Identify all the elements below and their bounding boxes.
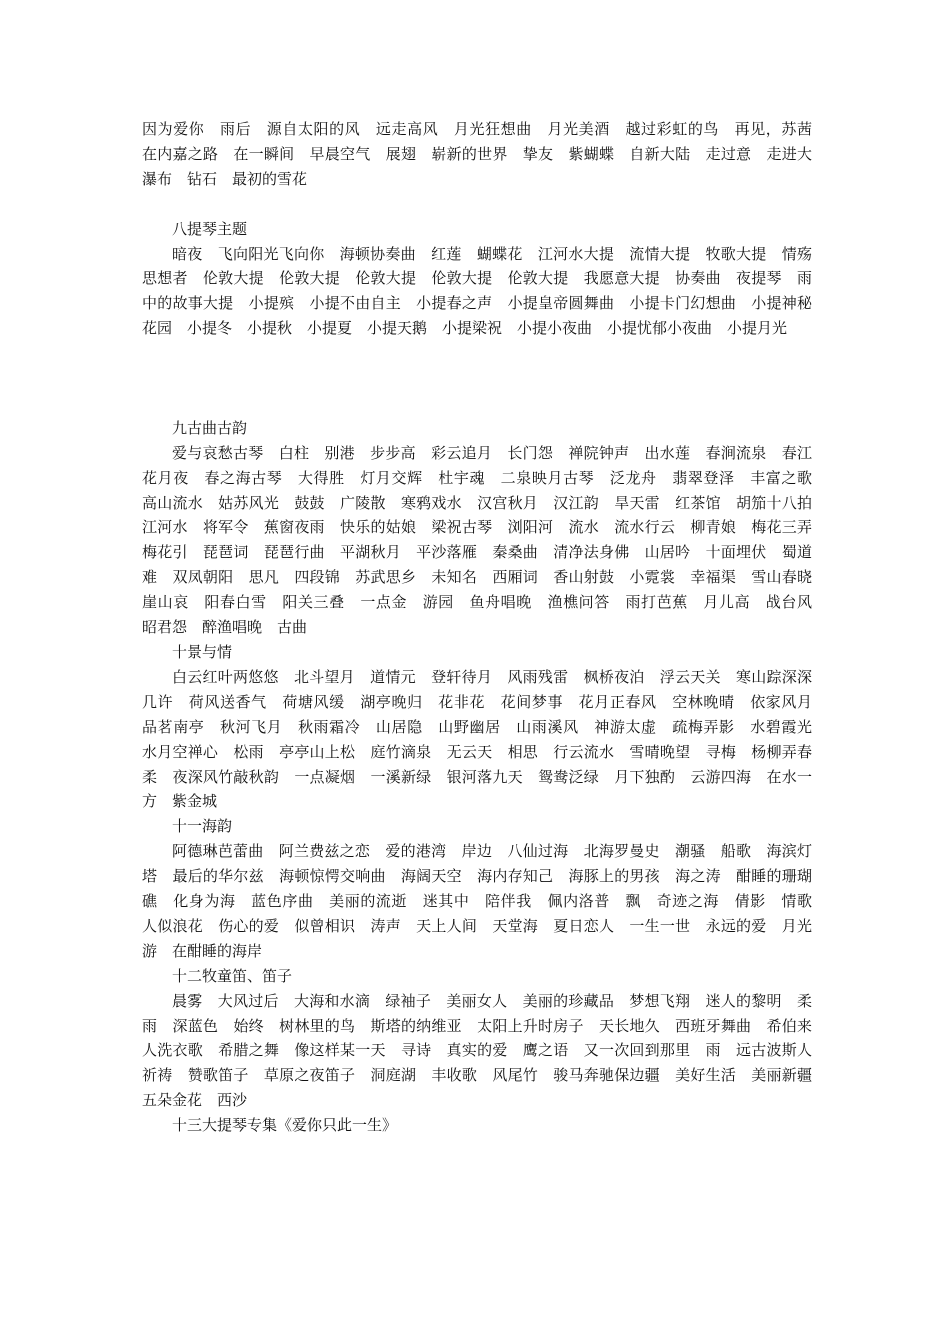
section-heading-cello: 十三大提琴专集《爱你只此一生》	[172, 1116, 398, 1135]
section-heading-ancient: 九古曲古韵	[172, 418, 248, 437]
section-body-ancient: 爱与哀愁古琴 白柱 别港 步步高 彩云追月 长门怨 禅院钟声 出水莲 春涧流泉 春江花月夜 春之海古琴 大得胜 灯月交辉 杜宇魂 二泉映月古琴 泛龙舟 翡翠登泽 丰富之歌 高山流水 姑苏风光 鼓鼓 广陵散 寒鸦戏水 汉宫秋月 汉江韵 旱天雷 红茶馆 胡笳十八拍 江河水 将军令 蕉窗夜雨 快乐的姑娘 梁祝古琴 浏阳河 流水 流水行云 柳青娘 梅花三弄 梅花引 琵琶词 琵琶行曲 平湖秋月 平沙落雁 秦桑曲 清净法身佛 山居吟 十面埋伏 蜀道难 双凤朝阳 思凡 四段锦 苏武思乡 未知名 西厢词 香山射鼓 小霓裳 幸福渠 雪山春晓 崖山哀 阳春白雪 阳关三叠 一点金 游园 鱼舟唱晚 渔樵问答 雨打芭蕉 月儿高 战台风 昭君怨 醉渔唱晚 古曲	[142, 443, 828, 637]
section-body-violin: 暗夜 飞向阳光飞向你 海顿协奏曲 红莲 蝴蝶花 江河水大提 流情大提 牧歌大提 情殇 思想者 伦敦大提 伦敦大提 伦敦大提 伦敦大提 伦敦大提 我愿意大提 协奏曲 夜提琴 雨中的故事大提 小提殡 小提不由自主 小提春之声 小提皇帝圆舞曲 小提卡门幻想曲 小提神秘花园 小提冬 小提秋 小提夏 小提天鹅 小提梁祝 小提小夜曲 小提忧郁小夜曲 小提月光	[142, 244, 828, 338]
blank-lines	[142, 341, 812, 416]
section-body-sea: 阿德琳芭蕾曲 阿兰费兹之恋 爱的港湾 岸边 八仙过海 北海罗曼史 潮骚 船歌 海滨灯塔 最后的华尔兹 海顿惊愕交响曲 海阔天空 海内存知己 海豚上的男孩 海之涛 酣睡的珊瑚礁 化身为海 蓝色序曲 美丽的流逝 迷其中 陪伴我 佩内洛普 飘 奇迹之海 倩影 情歌 人似浪花 伤心的爱 似曾相识 涛声 天上人间 天堂海 夏日恋人 一生一世 永远的爱 月光游 在酣睡的海岸	[142, 842, 828, 960]
section-body-flute: 晨雾 大风过后 大海和水滴 绿袖子 美丽女人 美丽的珍藏品 梦想飞翔 迷人的黎明 柔雨 深蓝色 始终 树林里的鸟 斯塔的纳维亚 太阳上升时房子 天长地久 西班牙舞曲 希伯来人洗衣歌 希腊之舞 像这样某一天 寻诗 真实的爱 鹰之语 又一次回到那里 雨 远古波斯人祈祷 赞歌笛子 草原之夜笛子 洞庭湖 丰收歌 风尾竹 骏马奔驰保边疆 美好生活 美丽新疆 五朵金花 西沙	[142, 991, 828, 1110]
section-heading-flute: 十二牧童笛、笛子	[172, 966, 293, 985]
section-body-intro: 因为爱你 雨后 源自太阳的风 远走高风 月光狂想曲 月光美酒 越过彩虹的鸟 再见，苏茜 在内嘉之路 在一瞬间 早晨空气 展翅 崭新的世界 挚友 紫蝴蝶 自新大陆 走过意 走进大瀑布 钻石 最初的雪花	[142, 120, 828, 188]
blank-line	[142, 192, 812, 217]
section-heading-sea: 十一海韵	[172, 817, 233, 836]
section-body-scenery: 白云红叶两悠悠 北斗望月 道情元 登轩待月 风雨残雷 枫桥夜泊 浮云天关 寒山踪深深几许 荷风送香气 荷塘风缓 湖亭晚归 花非花 花间梦事 花月正春风 空林晚晴 依家风月 品茗南亭 秋河飞月 秋雨霜冷 山居隐 山野幽居 山雨溪风 神游太虚 疏梅弄影 水碧霞光 水月空禅心 松雨 亭亭山上松 庭竹滴泉 无云天 相思 行云流水 雪晴晚望 寻梅 杨柳弄春柔 夜深风竹敲秋韵 一点凝烟 一溪新绿 银河落九天 鸳鸯泛绿 月下独酌 云游四海 在水一方 紫金城	[142, 667, 828, 811]
section-heading-violin: 八提琴主题	[172, 219, 248, 238]
section-heading-scenery: 十景与情	[172, 642, 233, 661]
document-page	[142, 117, 828, 1138]
